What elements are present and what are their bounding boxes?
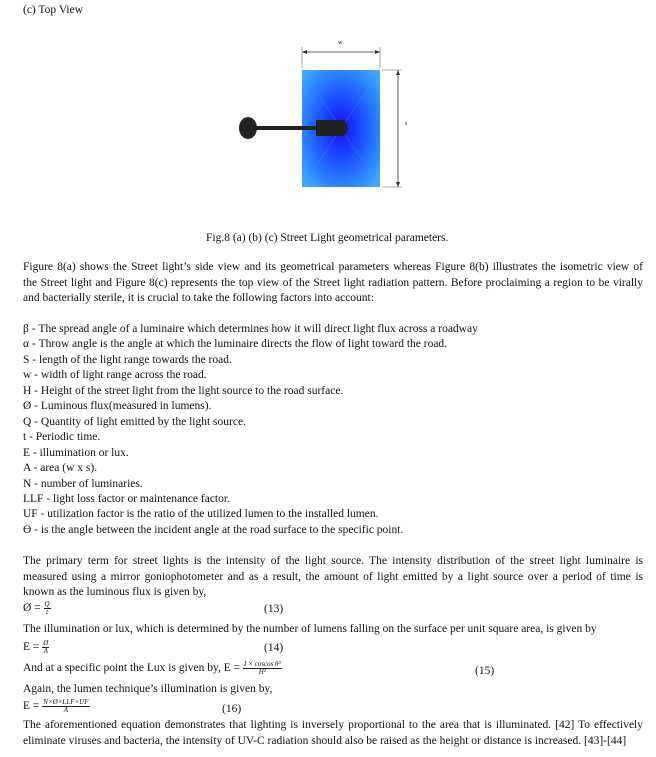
list-item: UF - utilization factor is the ratio of the utilized lumen to the installed lumen. — [23, 508, 379, 521]
list-item: α - Throw angle is the angle at which the luminaire directs the flow of light toward the road. — [23, 338, 448, 351]
numerator: Ø — [43, 639, 49, 647]
paragraph-intro — [23, 260, 643, 307]
list-item: β - The spread angle of a luminaire which determines how it will direct light flux across a roadway — [23, 323, 478, 335]
numerator: I × coscos θ³ — [244, 660, 281, 668]
list-item: LLF - light loss factor or maintenance factor. — [23, 492, 230, 505]
text-line: eliminate viruses and bacteria, the intensity of UV-C radiation should also be raised as the height or distance is increased. [43]-[44] — [23, 734, 627, 747]
figure-caption: Fig.8 (a) (b) (c) Street Light geometrical parameters. — [206, 232, 449, 244]
equation-lhs: E = — [23, 700, 40, 713]
equation-lhs: Ø = — [23, 602, 41, 615]
list-item: H - Height of the street light from the light source to the road surface. — [23, 384, 344, 397]
text-line: and bacterially sterile, it is crucial to take the following factors into account: — [23, 292, 374, 304]
width-label: w — [338, 40, 343, 46]
text-line: known as the luminous flux is given by, — [23, 586, 207, 598]
text-line: measured using a mirror goniophotometer and as a result, the amount of light emitted by a light source over a period of time is — [23, 570, 643, 583]
paragraph-intensity — [23, 554, 643, 601]
text-line: The primary term for street lights is the intensity of the light source. The intensity distribution of the street light luminaire is — [23, 555, 643, 567]
lumen-sentence: Again, the lumen technique’s illumination is given by, — [23, 683, 273, 695]
fraction — [42, 640, 49, 655]
denominator: A — [43, 647, 48, 655]
equation-16 — [23, 699, 90, 714]
lux-sentence: The illumination or lux, which is determined by the number of lumens falling on the surface per unit square area, is given by — [23, 623, 597, 635]
length-label: s — [405, 121, 408, 127]
denominator: t — [46, 608, 49, 616]
equation-number-14: (14) — [264, 642, 284, 654]
list-item: N - number of luminaries. — [23, 477, 143, 490]
fraction — [243, 661, 282, 676]
text-line: Figure 8(a) shows the Street light’s side view and its geometrical parameters whereas Figure 8(b) illustrates the isometric view of — [23, 261, 643, 273]
equation-number-16: (16) — [222, 703, 242, 715]
list-item: t - Periodic time. — [23, 431, 101, 444]
parameter-list — [23, 322, 478, 538]
top-view-diagram — [230, 40, 420, 192]
subfigure-label: (c) Top View — [23, 4, 84, 16]
paragraph-conclusion — [23, 718, 643, 749]
luminaire-icon — [239, 117, 348, 139]
equation-15 — [23, 661, 282, 676]
list-item: Ø - Luminous flux(measured in lumens). — [23, 400, 212, 413]
equation-lhs: E = — [23, 641, 40, 654]
fraction — [44, 601, 51, 616]
fraction — [42, 699, 89, 714]
equation-prefix: And at a specific point the Lux is given by, E = — [23, 662, 241, 675]
equation-number-13: (13) — [264, 603, 284, 615]
list-item: Q - Quantity of light emitted by the light source. — [23, 415, 246, 428]
list-item: E - illumination or lux. — [23, 446, 129, 459]
denominator: A — [63, 706, 69, 714]
numerator: Q — [44, 600, 50, 608]
denominator: H² — [258, 668, 266, 676]
text-line: the Street light and Figure 8(c) represents the top view of the Street light radiation pattern. Before proclaiming a region to be virally — [23, 276, 643, 289]
list-item: w - width of light range across the road. — [23, 369, 207, 382]
equation-13 — [23, 601, 51, 616]
list-item: ϴ - is the angle between the incident angle at the road surface to the specific point. — [23, 523, 404, 536]
list-item: A - area (w x s). — [23, 462, 98, 475]
list-item: S - length of the light range towards the road. — [23, 353, 232, 366]
equation-14 — [23, 640, 49, 655]
equation-number-15: (15) — [475, 665, 495, 677]
numerator: N×Ø×LLF×UF — [43, 698, 89, 706]
text-line: The aforementioned equation demonstrates that lighting is inversely proportional to the area that is illuminated. [42] To effectively — [23, 719, 643, 731]
